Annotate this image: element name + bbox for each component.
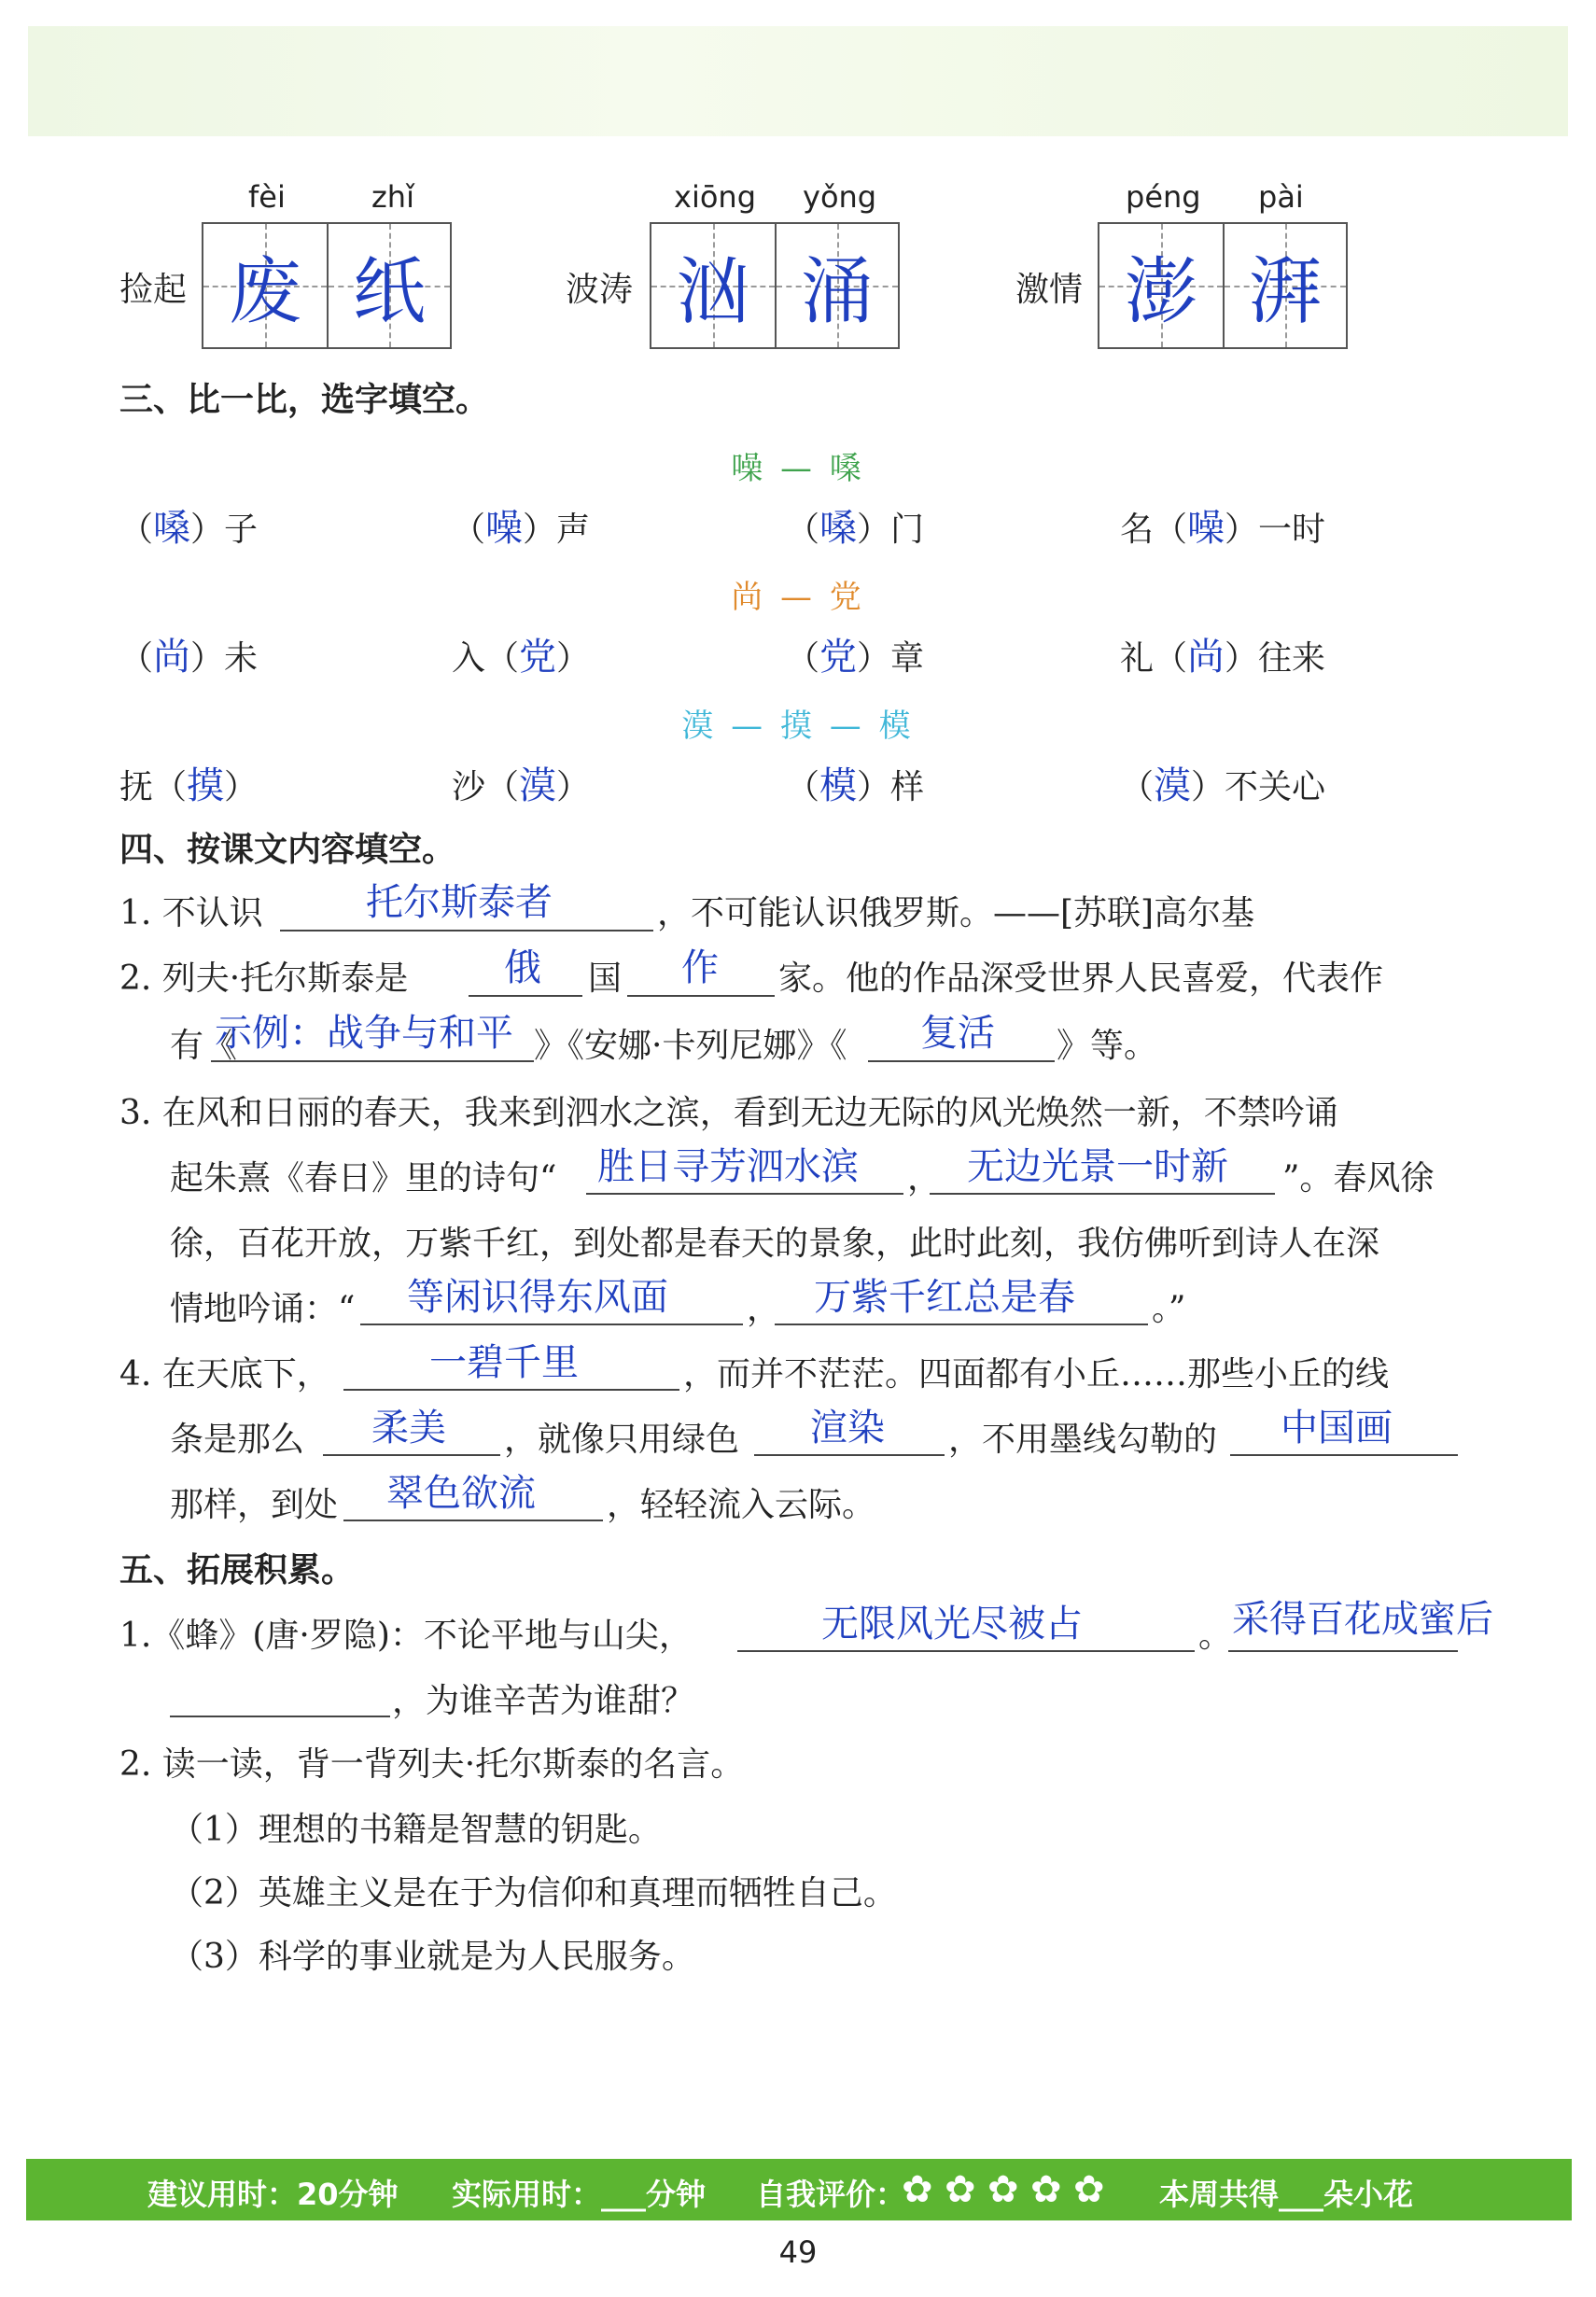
- fill-item: （模）样: [786, 764, 925, 807]
- answer: 胜日寻芳泗水滨: [597, 1145, 859, 1188]
- answer[interactable]: 噪: [485, 507, 524, 550]
- question-text: ，而并不茫茫。四面都有小丘……那些小丘的线: [683, 1355, 1390, 1394]
- question-text: 情地吟诵：“: [170, 1290, 356, 1328]
- pinyin: fèi: [248, 179, 286, 215]
- group-label: 波涛: [566, 271, 634, 309]
- fill-item: 礼（尚）往来: [1120, 636, 1326, 679]
- grid-cell[interactable]: 湃: [1223, 224, 1346, 347]
- question-text: 国: [588, 959, 623, 998]
- answer: 中国画: [1281, 1407, 1393, 1450]
- answer-blank[interactable]: [930, 1193, 1275, 1195]
- question-text: 徐，百花开放，万紫千红，到处都是春天的景象，此时此刻，我仿佛听到诗人在深: [170, 1225, 1380, 1263]
- fill-item: （嗓）子: [119, 507, 259, 550]
- question-text: 》《安娜·卡列尼娜》《: [534, 1027, 847, 1065]
- section-title: 五、拓展积累。: [119, 1551, 356, 1590]
- answer-blank[interactable]: [469, 995, 582, 997]
- question-text: 》等。: [1057, 1027, 1158, 1065]
- fill-item: （嗓）门: [786, 507, 925, 550]
- actual-time: 实际用时：___分钟: [452, 2177, 707, 2212]
- answer: 采得百花成蜜后: [1232, 1598, 1493, 1641]
- question-text: 家。他的作品深受世界人民喜爱，代表作: [778, 959, 1384, 998]
- fill-item: （尚）未: [119, 636, 259, 679]
- fill-item: （噪）声: [452, 507, 591, 550]
- grid-cell[interactable]: 汹: [651, 224, 775, 347]
- answer-blank[interactable]: [1230, 1454, 1458, 1456]
- answer: 无限风光尽被占: [821, 1603, 1083, 1646]
- fill-item: 抚（摸）: [119, 764, 259, 807]
- self-evaluation-label: 自我评价：: [756, 2177, 906, 2212]
- question-text: 起朱熹《春日》里的诗句“: [170, 1159, 557, 1198]
- question-text: 2. 列夫·托尔斯泰是: [119, 959, 409, 998]
- answer-blank[interactable]: [211, 1060, 534, 1062]
- header-band: [28, 26, 1568, 136]
- answer-blank[interactable]: [754, 1454, 945, 1456]
- answer: 万紫千红总是春: [814, 1276, 1075, 1319]
- quote-item: （3）科学的事业就是为人民服务。: [170, 1938, 695, 1976]
- answer: 一碧千里: [429, 1341, 579, 1384]
- char-grid: [202, 222, 452, 349]
- question-text: ，为谁辛苦为谁甜？: [392, 1682, 695, 1720]
- question-text: 2. 读一读，背一背列夫·托尔斯泰的名言。: [119, 1745, 745, 1784]
- flower-rating-icon[interactable]: ✿: [1073, 2168, 1105, 2211]
- pinyin: pài: [1258, 179, 1304, 215]
- char-compare-pair: 尚 — 党: [731, 579, 865, 616]
- flower-rating-icon[interactable]: ✿: [945, 2168, 976, 2211]
- answer[interactable]: 尚: [1187, 636, 1225, 679]
- question-text: ，不用墨线勾勒的: [948, 1421, 1218, 1459]
- question-text: 。: [1198, 1617, 1233, 1655]
- question-text: ，不可能认识俄罗斯。——[苏联]高尔基: [657, 894, 1255, 932]
- question-text: ”。春风徐: [1282, 1159, 1435, 1198]
- answer[interactable]: 漠: [1154, 764, 1192, 807]
- fill-item: （党）章: [786, 636, 925, 679]
- grid-cell[interactable]: 纸: [327, 224, 450, 347]
- page-number: 49: [778, 2234, 818, 2270]
- answer[interactable]: 模: [819, 764, 858, 807]
- question-text: ，就像只用绿色: [504, 1421, 740, 1459]
- flower-rating-icon[interactable]: ✿: [987, 2168, 1019, 2211]
- question-text: ，: [907, 1159, 942, 1198]
- flower-rating-icon[interactable]: ✿: [902, 2168, 933, 2211]
- answer: 无边光景一时新: [967, 1145, 1228, 1188]
- answer: 渲染: [810, 1407, 885, 1450]
- answer: 柔美: [371, 1407, 446, 1450]
- fill-item: 入（党）: [452, 636, 591, 679]
- answer-blank[interactable]: [280, 930, 653, 931]
- answer-blank[interactable]: [868, 1060, 1055, 1062]
- answer-blank[interactable]: [775, 1324, 1148, 1325]
- answer[interactable]: 尚: [153, 636, 191, 679]
- answer[interactable]: 漠: [519, 764, 557, 807]
- char-grid: [650, 222, 900, 349]
- fill-item: 沙（漠）: [452, 764, 591, 807]
- char-compare-pair: 漠 — 摸 — 模: [681, 707, 915, 745]
- answer[interactable]: 党: [819, 636, 858, 679]
- group-label: 激情: [1015, 271, 1084, 309]
- suggested-time: 建议用时：20分钟: [147, 2177, 399, 2212]
- answer-blank[interactable]: [1228, 1650, 1458, 1652]
- grid-cell[interactable]: 废: [203, 224, 327, 347]
- answer: 作: [681, 946, 719, 989]
- answer-blank[interactable]: [360, 1324, 743, 1325]
- quote-item: （2）英雄主义是在于为信仰和真理而牺牲自己。: [170, 1874, 897, 1912]
- pinyin: péng: [1126, 179, 1201, 215]
- quote-item: （1）理想的书籍是智慧的钥匙。: [170, 1811, 662, 1849]
- grid-cell[interactable]: 涌: [775, 224, 898, 347]
- fill-item: （漠）不关心: [1120, 764, 1326, 807]
- answer-blank[interactable]: [586, 1193, 903, 1195]
- char-grid: [1098, 222, 1348, 349]
- question-text: 条是那么: [170, 1421, 305, 1459]
- answer[interactable]: 嗓: [153, 507, 191, 550]
- fill-item: 名（噪）一时: [1120, 507, 1326, 550]
- question-text: ，轻轻流入云际。: [607, 1486, 876, 1524]
- answer: 示例：战争与和平: [215, 1012, 513, 1055]
- flower-rating-icon[interactable]: ✿: [1030, 2168, 1062, 2211]
- question-text: 3. 在风和日丽的春天，我来到泗水之滨，看到无边无际的风光焕然一新，不禁吟诵: [119, 1094, 1338, 1132]
- answer[interactable]: 党: [519, 636, 557, 679]
- answer: 等闲识得东风面: [407, 1276, 668, 1319]
- answer-blank[interactable]: [323, 1454, 500, 1456]
- answer: 复活: [920, 1012, 995, 1055]
- answer-blank[interactable]: [343, 1520, 603, 1521]
- weekly-flowers: 本周共得___朵小花: [1159, 2177, 1414, 2212]
- question-text: 有《: [170, 1027, 238, 1065]
- pinyin: yǒng: [803, 179, 877, 215]
- question-text: 。”: [1152, 1290, 1186, 1328]
- answer[interactable]: 摸: [187, 764, 225, 807]
- footer-bar: [26, 2159, 1572, 2220]
- answer-blank[interactable]: [170, 1716, 390, 1717]
- grid-cell[interactable]: 澎: [1099, 224, 1223, 347]
- answer: 俄: [504, 946, 541, 989]
- section-title: 三、比一比，选字填空。: [119, 381, 490, 419]
- pinyin: zhǐ: [371, 179, 414, 215]
- answer-blank[interactable]: [737, 1650, 1195, 1652]
- question-text: 1.《蜂》(唐·罗隐)：不论平地与山尖，: [119, 1617, 693, 1655]
- answer: 托尔斯泰者: [366, 881, 553, 924]
- group-label: 捡起: [119, 271, 188, 309]
- question-text: 4. 在天底下，: [119, 1355, 330, 1394]
- question-text: 1. 不认识: [119, 894, 263, 932]
- char-compare-pair: 噪 — 嗓: [731, 450, 865, 487]
- question-text: ，: [747, 1290, 781, 1328]
- question-text: 那样，到处: [170, 1486, 339, 1524]
- answer-blank[interactable]: [627, 995, 775, 997]
- answer-blank[interactable]: [343, 1389, 679, 1391]
- section-title: 四、按课文内容填空。: [119, 831, 456, 869]
- pinyin: xiōng: [674, 179, 756, 215]
- answer[interactable]: 嗓: [819, 507, 858, 550]
- answer: 翠色欲流: [386, 1472, 536, 1515]
- answer[interactable]: 噪: [1187, 507, 1225, 550]
